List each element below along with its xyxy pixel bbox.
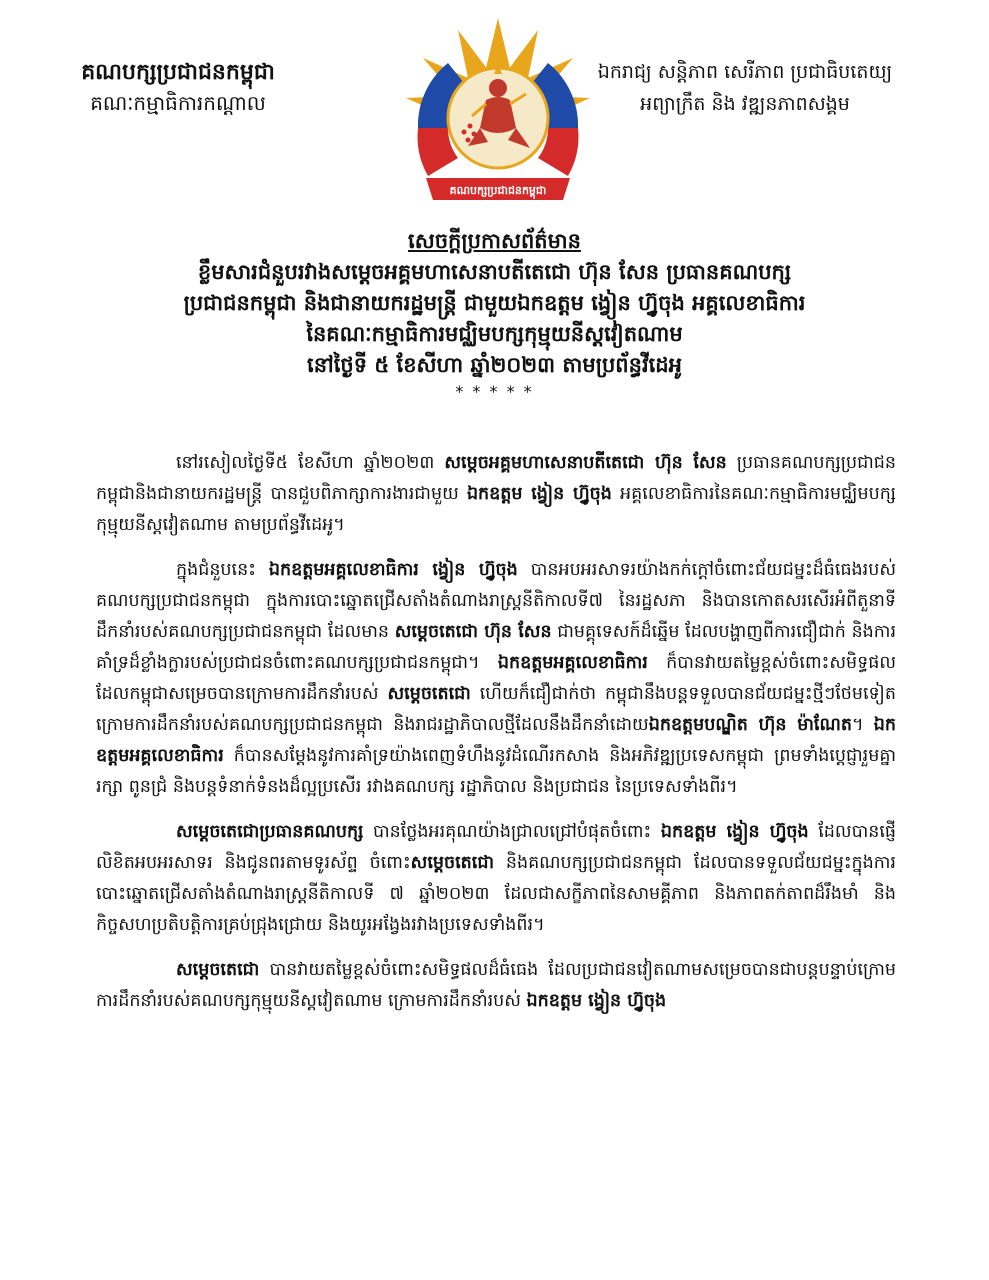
subject-line-2: ប្រជាជនកម្ពុជា និងជានាយករដ្ឋមន្ត្រី ជាមួយឯកឧត្តម ង្វៀន ហ្វ៊ូចុង អគ្គលេខាធិការ [183,291,806,315]
subject-line-1: ខ្លឹមសារជំនួបរវាងសម្តេចអគ្គមហាសេនាបតីតេជោ ហ៊ុន សែន ប្រធានគណបក្ស [197,260,792,284]
party-logo-icon [398,8,598,218]
body-text [96,448,896,1031]
subject-line-3: នៃគណៈកម្មាធិការមជ្ឈិមបក្សកុម្មុយនីស្តវៀតណាម [306,322,683,346]
document-title: សេចក្តីប្រកាសព័ត៌មាន [408,229,581,253]
motto-line-2: អព្យាក្រឹត និង វឌ្ឍនភាពសង្គម [640,93,850,115]
logo-banner-text: គណបក្សប្រជាជនកម្ពុជា [449,184,547,197]
national-motto [580,56,910,120]
motto-line-1: ឯករាជ្យ សន្តិភាព សេរីភាព ប្រជាធិបតេយ្យ [597,61,893,83]
party-header [58,58,298,118]
separator-stars: * * * * * [455,382,534,401]
party-name: គណបក្សប្រជាជនកម្ពុជា [81,60,275,85]
paragraph-3: សម្តេចតេជោប្រធានគណបក្ស បានថ្លែងអរគុណយ៉ាងជ្រាលជ្រៅបំផុតចំពោះ ឯកឧត្តម ង្វៀន ហ្វ៊ូចុង ដែលបានផ្ញើលិខិតអបអរសាទរ និងជូនពរតាមទូរស័ព្ទ ចំពោះសម្តេចតេជោ និងគណបក្សប្រជាជនកម្ពុជា ដែលបានទទួលជ័យជម្នះក្នុងការបោះឆ្នោតជ្រើសតាំងតំណាងរាស្ត្រនីតិកាលទី ៧ ឆ្នាំ២០២៣ ដែលជាសក្ខីភាពនៃសាមគ្គីភាព និងភាពតក់តាពដ៏រឹងមាំ និងកិច្ចសហប្រតិបត្តិការគ្រប់ជ្រុងជ្រោយ និងយូរអង្វែងរវាងប្រទេសទាំងពីរ។ [96,822,897,935]
paragraph-4: សម្តេចតេជោ បានវាយតម្លៃខ្ពស់ចំពោះសមិទ្ធផលដ៏ធំធេង ដែលប្រជាជនវៀតណាមសម្រេចបានជាបន្តបន្ទាប់ក្រោមការដឹកនាំរបស់គណបក្សកុម្មុយនីស្តវៀតណាម ក្រោមការដឹកនាំរបស់ ឯកឧត្តម ង្វៀន ហ្វ៊ូចុង [96,960,896,1011]
title-block [40,226,949,403]
paragraph-2: ក្នុងជំនួបនេះ ឯកឧត្តមអគ្គលេខាធិការ ង្វៀន ហ្វ៊ូចុង បានអបអរសាទរយ៉ាងកក់ក្តៅចំពោះជ័យជម្នះដ៏ធំធេងរបស់គណបក្សប្រជាជនកម្ពុជា ក្នុងការបោះឆ្នោតជ្រើសតាំងតំណាងរាស្ត្រនីតិកាលទី៧ នៃរដ្ឋសភា និងបានកោតសរសើរអំពីតួនាទីដឹកនាំរបស់គណបក្សប្រជាជនកម្ពុជា ដែលមាន សម្តេចតេជោ ហ៊ុន សែន ជាមគ្គុទេសក៍ដ៏ឆ្នើម ដែលបង្ហាញពីការជឿជាក់ និងការគាំទ្រដ៏ខ្លាំងក្លារបស់ប្រជាជនចំពោះគណបក្សប្រជាជនកម្ពុជា។ ឯកឧត្តមអគ្គលេខាធិការ ក៏បានវាយតម្លៃខ្ពស់ចំពោះសមិទ្ធផលដែលកម្ពុជាសម្រេចបានក្រោមការដឹកនាំរបស់ សម្តេចតេជោ ហើយក៏ជឿជាក់ថា កម្ពុជានឹងបន្តទទួលបានជ័យជម្នះថ្មីៗថែមទៀត ក្រោមការដឹកនាំរបស់គណបក្សប្រជាជនកម្ពុជា និងរាជរដ្ឋាភិបាលថ្មីដែលនឹងដឹកនាំដោយឯកឧត្តមបណ្ឌិត ហ៊ុន ម៉ាណែត។ ឯកឧត្តមអគ្គលេខាធិការ ក៏បានសម្តែងនូវការគាំទ្រយ៉ាងពេញទំហឹងនូវដំណើរកសាង និងអភិវឌ្ឍប្រទេសកម្ពុជា ព្រមទាំងប្តេជ្ញារួមគ្នារក្សា ពូនជ្រំ និងបន្តទំនាក់ទំនងដ៏ល្អប្រសើរ រវាងគណបក្ស រដ្ឋាភិបាល និងប្រជាជន នៃប្រទេសទាំងពីរ។ [96,560,897,797]
paragraph-1: នៅរសៀលថ្ងៃទី៥ ខែសីហា ឆ្នាំ២០២៣ សម្តេចអគ្គមហាសេនាបតីតេជោ ហ៊ុន សែន ប្រធានគណបក្សប្រជាជនកម្ពុជានិងជានាយករដ្ឋមន្ត្រី បានជួបពិភាក្សាការងារជាមួយ ឯកឧត្តម ង្វៀន ហ្វ៊ូចុង អគ្គលេខាធិការនៃគណៈកម្មាធិការមជ្ឈិមបក្សកុម្មុយនីស្តវៀតណាម តាមប្រព័ន្ធវីដេអូ។ [96,453,897,535]
central-committee: គណៈកម្មាធិការកណ្តាល [90,91,266,115]
subject-line-4: នៅថ្ងៃទី ៥ ខែសីហា ឆ្នាំ២០២៣ តាមប្រព័ន្ធវីដេអូ [307,353,682,377]
